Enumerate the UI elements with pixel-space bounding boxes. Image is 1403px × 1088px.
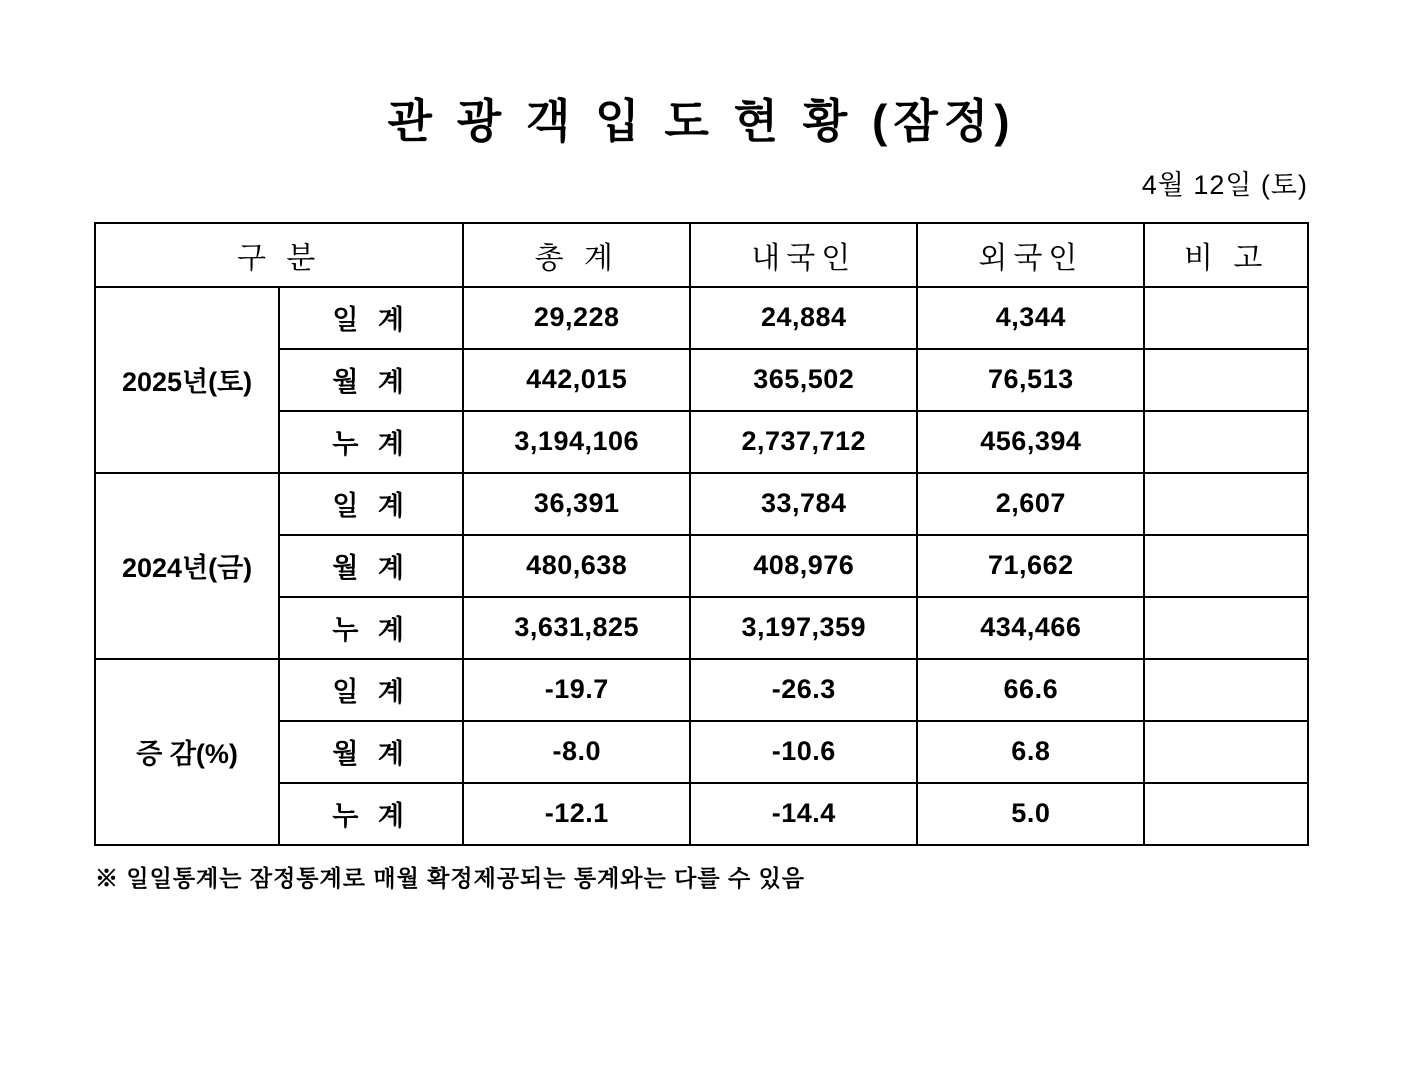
column-header-total: 총 계: [463, 223, 690, 287]
group-label-2024: 2024년(금): [95, 473, 279, 659]
cell-foreign: 456,394: [917, 411, 1144, 473]
footnote: ※ 일일통계는 잠정통계로 매월 확정제공되는 통계와는 다를 수 있음: [95, 864, 806, 891]
cell-foreign: 6.8: [917, 721, 1144, 783]
cell-foreign: 71,662: [917, 535, 1144, 597]
cell-domestic: 33,784: [690, 473, 917, 535]
tourist-arrivals-table: [94, 222, 1309, 846]
cell-total: 442,015: [463, 349, 690, 411]
column-header-remark: 비 고: [1144, 223, 1308, 287]
cell-remark: [1144, 783, 1308, 845]
cell-remark: [1144, 597, 1308, 659]
cell-foreign: 76,513: [917, 349, 1144, 411]
cell-domestic: 365,502: [690, 349, 917, 411]
column-header-division: 구 분: [95, 223, 463, 287]
cell-domestic: 408,976: [690, 535, 917, 597]
cell-domestic: 2,737,712: [690, 411, 917, 473]
document-page: [0, 96, 1403, 1088]
group-label-2025: 2025년(토): [95, 287, 279, 473]
row-label-monthly: 월 계: [279, 721, 463, 783]
cell-remark: [1144, 535, 1308, 597]
cell-foreign: 2,607: [917, 473, 1144, 535]
row-label-daily: 일 계: [279, 287, 463, 349]
cell-domestic: -26.3: [690, 659, 917, 721]
cell-total: 29,228: [463, 287, 690, 349]
report-date: 4월 12일 (토): [1141, 169, 1308, 200]
cell-domestic: 3,197,359: [690, 597, 917, 659]
table-row: [95, 473, 1308, 535]
table-row: [95, 287, 1308, 349]
table-header-row: [95, 223, 1308, 287]
cell-total: -8.0: [463, 721, 690, 783]
cell-remark: [1144, 287, 1308, 349]
cell-total: -12.1: [463, 783, 690, 845]
cell-total: 36,391: [463, 473, 690, 535]
cell-foreign: 66.6: [917, 659, 1144, 721]
cell-foreign: 434,466: [917, 597, 1144, 659]
cell-remark: [1144, 473, 1308, 535]
cell-remark: [1144, 349, 1308, 411]
cell-foreign: 5.0: [917, 783, 1144, 845]
page-title: 관 광 객 입 도 현 황 (잠정): [387, 95, 1016, 147]
row-label-cumulative: 누 계: [279, 411, 463, 473]
cell-remark: [1144, 721, 1308, 783]
row-label-cumulative: 누 계: [279, 597, 463, 659]
cell-foreign: 4,344: [917, 287, 1144, 349]
cell-total: 3,631,825: [463, 597, 690, 659]
row-label-monthly: 월 계: [279, 349, 463, 411]
row-label-daily: 일 계: [279, 659, 463, 721]
column-header-foreign: 외국인: [917, 223, 1144, 287]
cell-total: 480,638: [463, 535, 690, 597]
cell-domestic: 24,884: [690, 287, 917, 349]
row-label-monthly: 월 계: [279, 535, 463, 597]
cell-remark: [1144, 659, 1308, 721]
cell-domestic: -10.6: [690, 721, 917, 783]
row-label-daily: 일 계: [279, 473, 463, 535]
cell-domestic: -14.4: [690, 783, 917, 845]
cell-total: -19.7: [463, 659, 690, 721]
table-row: [95, 659, 1308, 721]
row-label-cumulative: 누 계: [279, 783, 463, 845]
column-header-domestic: 내국인: [690, 223, 917, 287]
cell-total: 3,194,106: [463, 411, 690, 473]
cell-remark: [1144, 411, 1308, 473]
group-label-change: 증 감(%): [95, 659, 279, 845]
